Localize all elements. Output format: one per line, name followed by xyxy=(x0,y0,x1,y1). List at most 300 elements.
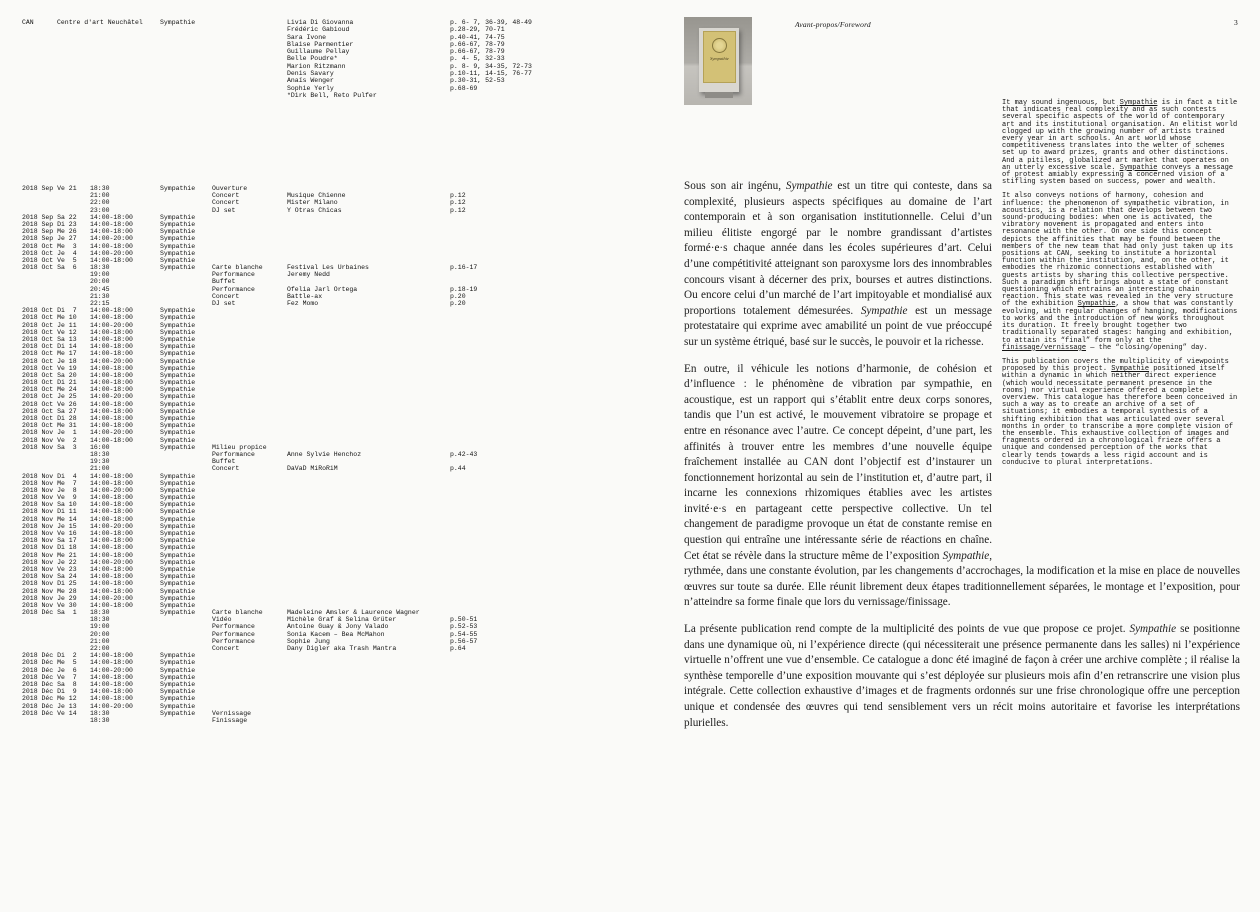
artist-name: Guillaume Pellay xyxy=(287,48,350,56)
event-time: 21:30 xyxy=(90,292,110,300)
event-type xyxy=(212,552,287,559)
schedule-row xyxy=(22,703,477,710)
event-time: 18:30 xyxy=(90,616,110,624)
event-time: 14:00-20:00 xyxy=(90,429,133,437)
schedule-row xyxy=(22,623,477,630)
event-label: Sympathie xyxy=(160,314,196,322)
org-abbr xyxy=(22,77,57,84)
artist-pages: p.40-41, 74-75 xyxy=(450,33,505,41)
event-type xyxy=(212,494,287,501)
event-date xyxy=(22,271,90,278)
event-page-ref xyxy=(450,221,477,228)
event-label: Sympathie xyxy=(160,350,196,358)
event-time: 14:00-18:00 xyxy=(90,407,133,415)
event-type: Performance xyxy=(212,271,255,279)
event-detail xyxy=(287,329,450,336)
event-label: Sympathie xyxy=(160,436,196,444)
event-detail xyxy=(287,250,450,257)
event-page-ref: p.12 xyxy=(450,192,466,200)
event-time: 21:00 xyxy=(90,637,110,645)
emphasized-text: Sympathie xyxy=(860,304,908,317)
event-time: 14:00-18:00 xyxy=(90,659,133,667)
event-label: Sympathie xyxy=(160,609,196,617)
event-time: 18:30 xyxy=(90,450,110,458)
event-type: Buffet xyxy=(212,458,236,466)
event-type: Concert xyxy=(212,192,240,200)
event-type: Performance xyxy=(212,637,255,645)
event-date: 2018 Oct Sa 27 xyxy=(22,407,77,415)
schedule-row xyxy=(22,602,477,609)
event-type: Concert xyxy=(212,292,240,300)
event-page-ref xyxy=(450,235,477,242)
event-date: 2018 Sep Sa 22 xyxy=(22,213,77,221)
event-detail: DaVaD MiRoRiM xyxy=(287,465,338,473)
event-label: Sympathie xyxy=(160,472,196,480)
event-time: 14:00-20:00 xyxy=(90,594,133,602)
event-date: 2018 Nov Je 15 xyxy=(22,522,77,530)
event-date: 2018 Oct Je 18 xyxy=(22,357,77,365)
event-time: 14:00-18:00 xyxy=(90,343,133,351)
event-date: 2018 Oct Ve 26 xyxy=(22,400,77,408)
event-date: 2018 Nov Me 14 xyxy=(22,515,77,523)
artist-row xyxy=(22,70,532,77)
event-detail xyxy=(287,674,450,681)
event-date: 2018 Oct Sa 13 xyxy=(22,335,77,343)
event-date: 2018 Nov Ve 16 xyxy=(22,530,77,537)
event-time: 20:00 xyxy=(90,278,110,286)
event-time: 14:00-18:00 xyxy=(90,494,133,502)
event-date: 2018 Oct Sa 6 xyxy=(22,264,77,272)
event-detail: Ofelia Jarl Ortega xyxy=(287,285,358,293)
event-detail xyxy=(287,214,450,221)
schedule-row xyxy=(22,710,477,717)
foreword-text-flow xyxy=(684,100,1240,742)
event-date xyxy=(22,451,90,458)
event-type xyxy=(212,573,287,580)
event-type: Ouverture xyxy=(212,185,248,192)
schedule-row xyxy=(22,573,477,580)
event-label: Sympathie xyxy=(160,335,196,343)
org-abbr xyxy=(22,34,57,41)
event-time: 14:00-20:00 xyxy=(90,666,133,674)
event-type xyxy=(212,480,287,487)
event-detail xyxy=(287,537,450,544)
schedule-row xyxy=(22,228,477,235)
event-time: 14:00-18:00 xyxy=(90,673,133,681)
event-page-ref xyxy=(450,688,477,695)
event-detail xyxy=(287,710,450,717)
event-date: 2018 Oct Di 28 xyxy=(22,415,77,422)
event-page-ref xyxy=(450,523,477,530)
event-page-ref: p.12 xyxy=(450,206,466,214)
exhibition-title xyxy=(160,26,287,33)
event-time: 14:00-18:00 xyxy=(90,213,133,221)
event-detail xyxy=(287,487,450,494)
emphasized-text: Sympathie xyxy=(1119,99,1158,107)
artist-row xyxy=(22,55,532,62)
emphasized-text: Sympathie xyxy=(1129,623,1177,636)
event-type xyxy=(212,429,287,436)
schedule-row xyxy=(22,415,477,422)
event-page-ref xyxy=(450,437,477,444)
event-page-ref xyxy=(450,365,477,372)
event-type: Concert xyxy=(212,645,240,652)
event-label: Sympathie xyxy=(160,573,196,581)
event-page-ref xyxy=(450,703,477,710)
event-time: 18:30 xyxy=(90,609,110,617)
event-type xyxy=(212,336,287,343)
event-page-ref xyxy=(450,552,477,559)
event-time: 18:30 xyxy=(90,716,110,724)
event-detail xyxy=(287,595,450,602)
event-page-ref xyxy=(450,595,477,602)
event-date: 2018 Nov Di 11 xyxy=(22,508,77,516)
event-page-ref xyxy=(450,314,477,321)
event-time: 21:00 xyxy=(90,465,110,473)
event-label: Sympathie xyxy=(160,486,196,494)
artist-row xyxy=(22,19,532,26)
event-time: 14:00-18:00 xyxy=(90,508,133,516)
event-page-ref xyxy=(450,372,477,379)
artist-pages xyxy=(450,92,532,99)
event-label: Sympathie xyxy=(160,673,196,681)
event-time: 14:00-18:00 xyxy=(90,314,133,322)
emphasized-text: Sympathie xyxy=(1119,163,1158,172)
exhibition-title xyxy=(160,63,287,70)
schedule-row xyxy=(22,221,477,228)
schedule-row xyxy=(22,516,477,523)
schedule-row xyxy=(22,185,477,192)
emphasized-text: Sympathie xyxy=(1111,365,1150,374)
event-detail xyxy=(287,422,450,429)
body-text: — the “closing/opening” day. xyxy=(1086,343,1208,352)
event-detail xyxy=(287,415,450,422)
event-type xyxy=(212,580,287,587)
exhibition-title xyxy=(160,92,287,99)
event-page-ref xyxy=(450,681,477,688)
event-type xyxy=(212,508,287,515)
org-name xyxy=(57,48,160,55)
org-abbr xyxy=(22,26,57,33)
event-page-ref xyxy=(450,401,477,408)
event-label xyxy=(160,623,212,630)
schedule-row xyxy=(22,444,477,451)
event-time: 14:00-18:00 xyxy=(90,422,133,430)
event-detail xyxy=(287,659,450,666)
event-label: Sympathie xyxy=(160,558,196,566)
artist-pages: p.66-67, 78-79 xyxy=(450,48,505,56)
body-text: Sous son air ingénu, xyxy=(684,180,786,192)
sign-photo xyxy=(684,17,752,105)
exhibition-title xyxy=(160,77,287,84)
event-date xyxy=(22,278,90,285)
event-detail xyxy=(287,386,450,393)
event-type xyxy=(212,379,287,386)
event-label xyxy=(160,451,212,458)
event-label: Sympathie xyxy=(160,587,196,595)
event-detail xyxy=(287,429,450,436)
event-label xyxy=(160,293,212,300)
event-detail xyxy=(287,552,450,559)
emphasized-text: Sympathie xyxy=(942,549,990,562)
artist-pages: p.10-11, 14-15, 76-77 xyxy=(450,70,532,78)
schedule-row xyxy=(22,401,477,408)
event-detail xyxy=(287,185,450,192)
event-time: 18:30 xyxy=(90,185,110,192)
event-label: Sympathie xyxy=(160,307,196,315)
event-label: Sympathie xyxy=(160,530,196,537)
org-abbr xyxy=(22,41,57,48)
event-page-ref xyxy=(450,480,477,487)
event-date: 2018 Nov Je 22 xyxy=(22,558,77,566)
event-detail xyxy=(287,343,450,350)
artist-pages: p.28-29, 70-71 xyxy=(450,26,505,34)
event-detail xyxy=(287,717,450,724)
event-time: 14:00-18:00 xyxy=(90,350,133,358)
org-name xyxy=(57,63,160,70)
artist-row xyxy=(22,26,532,33)
event-type xyxy=(212,221,287,228)
event-page-ref xyxy=(450,674,477,681)
event-time: 14:00-18:00 xyxy=(90,242,133,250)
org-name xyxy=(57,70,160,77)
event-time: 14:00-18:00 xyxy=(90,415,133,422)
event-label: Sympathie xyxy=(160,371,196,379)
event-date xyxy=(22,207,90,214)
org-abbr xyxy=(22,55,57,62)
event-label: Sympathie xyxy=(160,249,196,257)
event-date: 2018 Nov Sa 17 xyxy=(22,537,77,545)
event-time: 20:45 xyxy=(90,285,110,293)
event-label: Sympathie xyxy=(160,386,196,394)
event-type: DJ set xyxy=(212,300,236,307)
schedule-row xyxy=(22,645,477,652)
schedule-row xyxy=(22,393,477,400)
event-page-ref: p.18-19 xyxy=(450,285,478,293)
event-label xyxy=(160,717,212,724)
schedule-row xyxy=(22,350,477,357)
event-label: Sympathie xyxy=(160,522,196,530)
event-label xyxy=(160,286,212,293)
exhibition-title xyxy=(160,70,287,77)
schedule-row xyxy=(22,717,477,724)
event-date: 2018 Déc Ve 7 xyxy=(22,673,77,681)
event-label: Sympathie xyxy=(160,601,196,609)
schedule-row xyxy=(22,659,477,666)
event-detail xyxy=(287,530,450,537)
event-page-ref xyxy=(450,667,477,674)
event-label: Sympathie xyxy=(160,702,196,710)
event-type xyxy=(212,523,287,530)
event-detail xyxy=(287,588,450,595)
event-page-ref xyxy=(450,473,477,480)
event-page-ref xyxy=(450,415,477,422)
event-detail xyxy=(287,602,450,609)
event-date: 2018 Déc Me 12 xyxy=(22,695,77,703)
schedule-row xyxy=(22,688,477,695)
body-text: It may sound ingenuous, but xyxy=(1002,99,1120,107)
event-date: 2018 Oct Me 10 xyxy=(22,314,77,322)
event-type: DJ set xyxy=(212,206,236,214)
artist-name: Belle Poudre* xyxy=(287,55,338,63)
schedule-row xyxy=(22,487,477,494)
schedule-row xyxy=(22,257,477,264)
event-time: 14:00-18:00 xyxy=(90,501,133,509)
org-abbr xyxy=(22,48,57,55)
event-page-ref xyxy=(450,566,477,573)
event-page-ref: p.52-53 xyxy=(450,623,478,631)
event-type xyxy=(212,401,287,408)
schedule-row xyxy=(22,580,477,587)
body-text: conveys a message of protest amiably expressing a concerned vision of a stifling system based on success, power and wealth. xyxy=(1002,163,1234,187)
event-type xyxy=(212,343,287,350)
event-page-ref: p.42-43 xyxy=(450,450,478,458)
event-type xyxy=(212,257,287,264)
schedule-row xyxy=(22,667,477,674)
event-type xyxy=(212,243,287,250)
event-label: Sympathie xyxy=(160,688,196,696)
event-date xyxy=(22,638,90,645)
event-label xyxy=(160,278,212,285)
event-time: 14:00-18:00 xyxy=(90,530,133,537)
event-page-ref xyxy=(450,652,477,659)
paragraph xyxy=(1002,359,1240,467)
event-detail xyxy=(287,307,450,314)
event-type xyxy=(212,544,287,551)
event-label: Sympathie xyxy=(160,544,196,552)
schedule-row xyxy=(22,293,477,300)
artist-name: Frédéric Gabioud xyxy=(287,26,350,34)
event-time: 22:00 xyxy=(90,199,110,207)
poster-emblem-icon xyxy=(712,38,727,53)
schedule-row xyxy=(22,480,477,487)
event-page-ref xyxy=(450,278,477,285)
schedule-row xyxy=(22,314,477,321)
schedule-row xyxy=(22,264,477,271)
event-date: 2018 Déc Me 5 xyxy=(22,659,77,667)
event-detail xyxy=(287,494,450,501)
body-text: est un titre qui conteste, dans sa complexité, plusieurs aspects spécifiques au domaine de l’art contemporain et à son organisation institutionnelle. Celui d’un milieu élitiste engorgé par le nombre grandissant d’artistes formé·e·s chaque année dans les écoles supérieures d’art. Celui d’une compétitivité atteignant son paroxysme lors des innombrables concours visant à décerner des prix, bourses et autres distinctions. Ou encore celui d’un marché de l’art impitoyable et mondialisé aux proportions totalement démesurées. xyxy=(684,180,992,317)
event-label xyxy=(160,645,212,652)
event-time: 19:00 xyxy=(90,271,110,279)
schedule-row xyxy=(22,537,477,544)
schedule-row xyxy=(22,199,477,206)
artist-row xyxy=(22,41,532,48)
event-time: 14:00-18:00 xyxy=(90,479,133,487)
schedule-row xyxy=(22,372,477,379)
event-label: Sympathie xyxy=(160,213,196,221)
event-time: 14:00-20:00 xyxy=(90,702,133,710)
event-type xyxy=(212,681,287,688)
event-time: 14:00-18:00 xyxy=(90,680,133,688)
event-date: 2018 Sep Di 23 xyxy=(22,220,77,228)
event-date: 2018 Nov Sa 3 xyxy=(22,443,77,451)
artist-row xyxy=(22,48,532,55)
event-time: 14:00-18:00 xyxy=(90,220,133,228)
event-date: 2018 Oct Me 24 xyxy=(22,386,77,394)
event-date: 2018 Nov Sa 24 xyxy=(22,573,77,581)
event-type xyxy=(212,393,287,400)
event-date xyxy=(22,616,90,623)
event-detail: Festival Les Urbaines xyxy=(287,264,369,272)
event-time: 14:00-20:00 xyxy=(90,249,133,257)
event-date: 2018 Nov Di 18 xyxy=(22,544,77,552)
event-detail: Battle-ax xyxy=(287,292,323,300)
event-time: 14:00-18:00 xyxy=(90,472,133,480)
event-label: Sympathie xyxy=(160,235,196,243)
schedule-row xyxy=(22,365,477,372)
artist-pages: p.68-69 xyxy=(450,84,478,92)
event-page-ref xyxy=(450,250,477,257)
event-time: 14:00-18:00 xyxy=(90,307,133,315)
event-date: 2018 Oct Me 17 xyxy=(22,350,77,358)
event-page-ref xyxy=(450,609,477,616)
event-label: Sympathie xyxy=(160,364,196,372)
event-detail xyxy=(287,278,450,285)
event-page-ref: p.56-57 xyxy=(450,637,478,645)
event-date: 2018 Déc Je 13 xyxy=(22,702,77,710)
event-page-ref xyxy=(450,386,477,393)
artist-row xyxy=(22,92,532,99)
emphasized-text: Sympathie xyxy=(785,180,833,192)
event-page-ref xyxy=(450,530,477,537)
event-label: Sympathie xyxy=(160,400,196,408)
event-date: 2018 Nov Ve 23 xyxy=(22,565,77,573)
org-name: Centre d'art Neuchâtel xyxy=(57,19,143,26)
event-time: 14:00-18:00 xyxy=(90,695,133,703)
schedule-row xyxy=(22,465,477,472)
event-page-ref xyxy=(450,307,477,314)
event-label: Sympathie xyxy=(160,479,196,487)
event-time: 14:00-18:00 xyxy=(90,228,133,236)
event-type xyxy=(212,314,287,321)
event-type: Vernissage xyxy=(212,709,252,717)
org-name xyxy=(57,34,160,41)
event-date xyxy=(22,623,90,630)
event-detail xyxy=(287,559,450,566)
exhibition-title xyxy=(160,48,287,55)
schedule-row xyxy=(22,429,477,436)
schedule-row xyxy=(22,631,477,638)
event-page-ref xyxy=(450,602,477,609)
schedule-row xyxy=(22,250,477,257)
body-text: En outre, il véhicule les notions d’harmonie, de cohésion et d’influence : le phénomène de vibration par sympathie, en acoustique, est un rapport qui s’établit entre deux corps sonores, tandis que l’un est activé, le mouvement vibratoire se propage et entre en résonance avec l’autre. Ce concept dépeint, d’une part, les affinités à trouver entre les membres d’une nouvelle équipe fraîchement installée au CAN dont l’objectif est d’instaurer un fonctionnement horizontal au sein de l’institution et, d’autre part, il incarne les connexions rhizomiques établies avec les artistes invité·e·s en partageant cette perspective collective. Un tel changement de paradigme provoque un état de constante remise en question qui entraîne une intéressante série de réactions en chaîne. Cet état se révèle dans la structure même de l’exposition xyxy=(684,362,992,562)
event-label: Sympathie xyxy=(160,666,196,674)
schedule-row xyxy=(22,207,477,214)
body-text: It also conveys notions of harmony, cohesion and influence: the phenomenon of sympathetic vibration, in acoustics, is a relation that develops between two sound-producing bodies: when one is activated, the vibratory movement is propagated and enters into resonance with the other. On one side this concept depicts the affinities that may be found between the members of the new team that had only just taken up its positions at CAN, seeking to institute a horizontal function within the institution, and, on the other, it embodies the rhizomic connections established with guests artists by sharing this collective perspective. Such a paradigm shift brings about a state of constant questioning which entrains an interesting chain reaction. This state was revealed in the very structure of the exhibition xyxy=(1002,192,1234,309)
schedule-row xyxy=(22,674,477,681)
poster-title: Sympathie xyxy=(710,56,729,61)
event-label xyxy=(160,638,212,645)
artist-name: Livia Di Giovanna xyxy=(287,19,354,26)
event-type xyxy=(212,487,287,494)
schedule-row xyxy=(22,458,477,465)
event-page-ref: p.12 xyxy=(450,199,466,207)
event-label: Sympathie xyxy=(160,228,196,236)
schedule-row xyxy=(22,278,477,285)
event-detail: Antoine Guay & Jony Valado xyxy=(287,623,389,631)
artist-row xyxy=(22,34,532,41)
paragraph xyxy=(684,622,1240,731)
event-date: 2018 Oct Ve 19 xyxy=(22,364,77,372)
event-date: 2018 Oct Di 14 xyxy=(22,343,77,351)
event-date xyxy=(22,286,90,293)
event-type xyxy=(212,667,287,674)
event-page-ref xyxy=(450,717,477,724)
event-date: 2018 Déc Di 9 xyxy=(22,688,77,696)
event-type xyxy=(212,559,287,566)
event-label: Sympathie xyxy=(160,709,196,717)
